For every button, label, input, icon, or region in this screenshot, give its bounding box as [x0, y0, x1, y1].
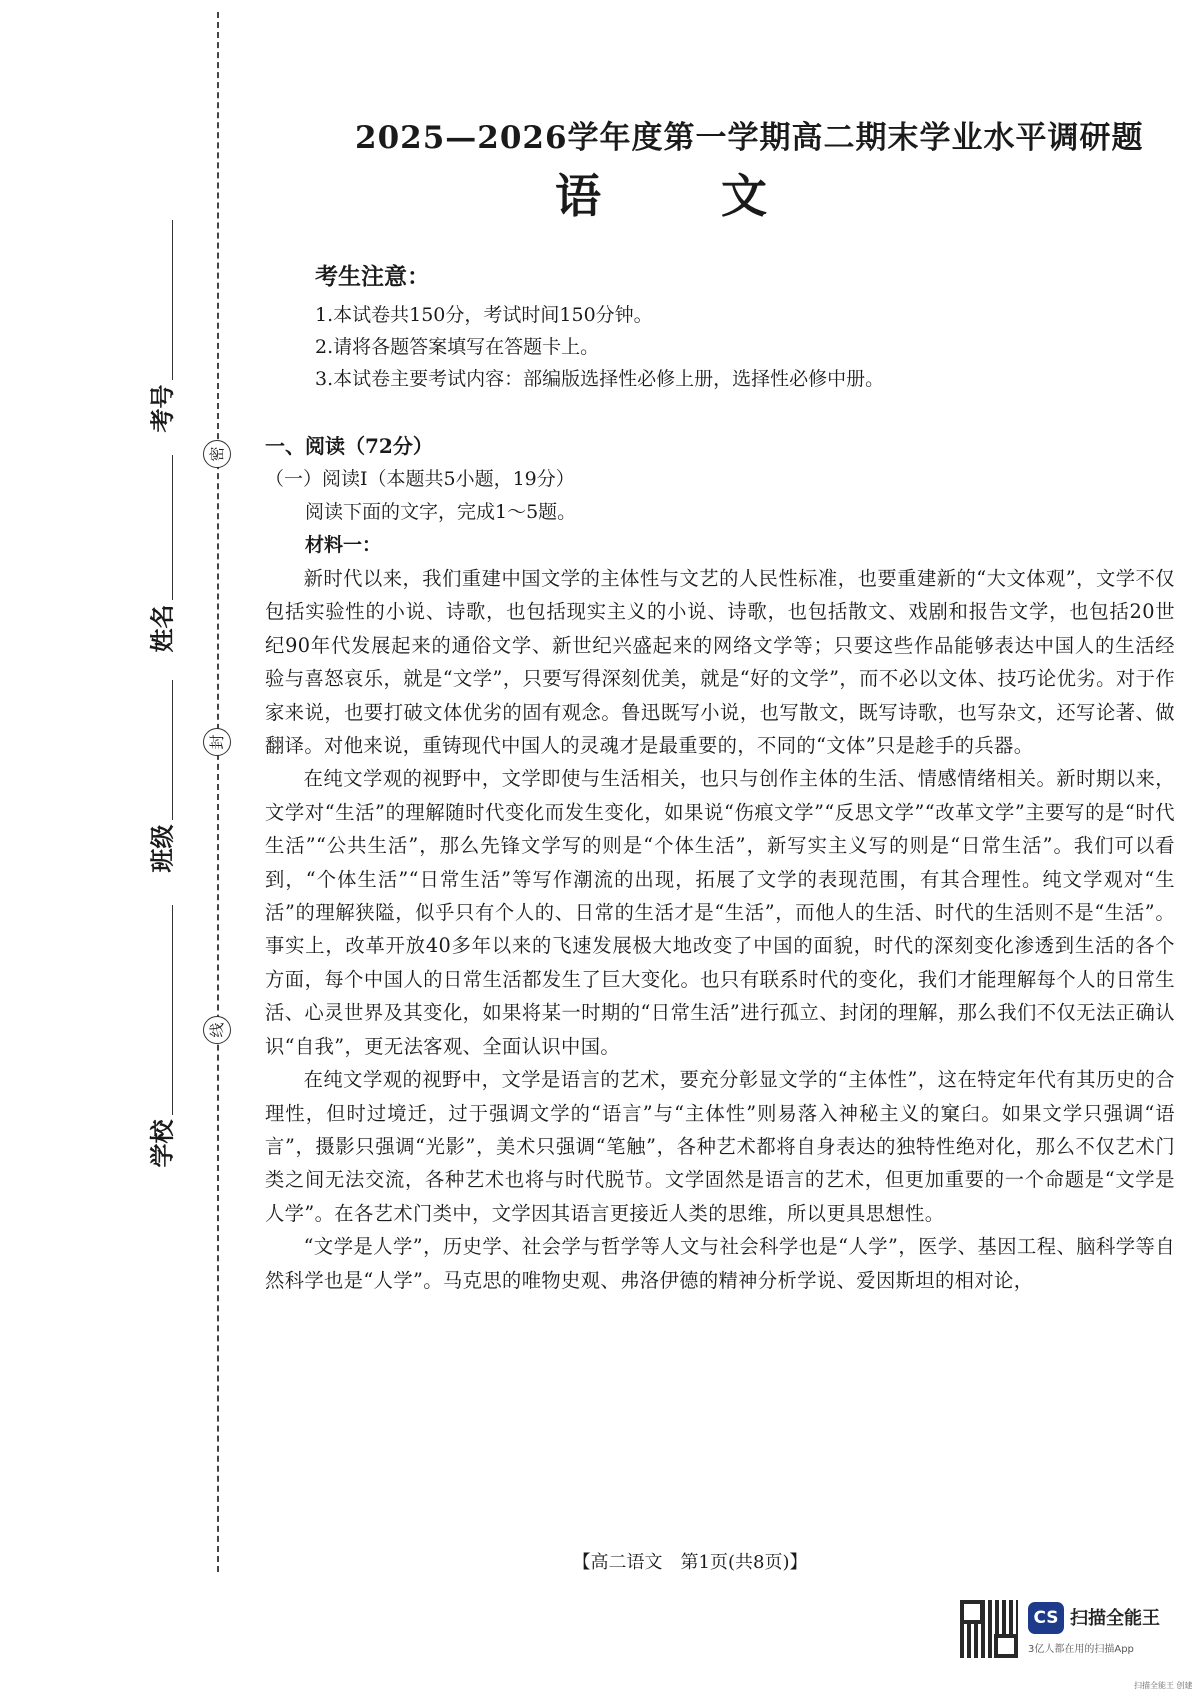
camscanner-logo-icon: CS — [1028, 1602, 1064, 1634]
page-number: 【高二语文 第1页(共8页)】 — [572, 1552, 808, 1573]
material-heading: 材料一： — [305, 534, 382, 556]
notice-item: 1.本试卷共150分，考试时间150分钟。 — [315, 304, 653, 326]
name-underline — [172, 455, 173, 600]
paragraph: 在纯文学观的视野中，文学即使与生活相关，也只与创作主体的生活、情感情绪相关。新时期以来，文学对“生活”的理解随时代变化而发生变化，如果说“伤痕文学”“反思文学”“改革文学”主要写的是“时代生活”“公共生活”，那么先锋文学写的则是“个体生活”，新写实主义写的则是“日常生活”。我们可以看到，“个体生活”“日常生活”等写作潮流的出现，拓展了文学的表现范围，有其合理性。纯文学观对“生活”的理解狭隘，似乎只有个人的、日常的生活才是“生活”，而他人的生活、时代的生活则不是“生活”。事实上，改革开放40多年以来的飞速发展极大地改变了中国的面貌，时代的深刻变化渗透到生活的各个方面，每个中国人的日常生活都发生了巨大变化。也只有联系时代的变化，我们才能理解每个人的日常生活、心灵世界及其变化，如果将某一时期的“日常生活”进行孤立、封闭的理解，那么我们不仅无法正确认识“自我”，更无法客观、全面认识中国。 — [265, 767, 1175, 1058]
school-underline — [172, 905, 173, 1115]
watermark-corner: 扫描全能王 创建 — [1134, 1681, 1193, 1690]
seal-mark-xian: 线 — [203, 1016, 231, 1044]
watermark-tagline: 3亿人都在用的扫描App — [1028, 1644, 1134, 1655]
school-label: 学校 — [147, 1119, 177, 1168]
exam-number-underline — [172, 220, 173, 380]
class-label: 班级 — [147, 824, 177, 873]
notice-item: 2.请将各题答案填写在答题卡上。 — [315, 336, 600, 358]
subject-title: 语文 — [555, 169, 887, 223]
reading-section — [265, 430, 1175, 1297]
paragraph: “文学是人学”，历史学、社会学与哲学等人文与社会科学也是“人学”，医学、基因工程、脑科学等自然科学也是“人学”。马克思的唯物史观、弗洛伊德的精神分析学说、爱因斯坦的相对论， — [265, 1235, 1175, 1292]
qr-code-icon[interactable] — [960, 1600, 1018, 1658]
page-footer — [0, 1548, 1200, 1574]
exam-title: 2025—2026学年度第一学期高二期末学业水平调研题 — [355, 120, 1144, 156]
candidate-notice — [315, 258, 1175, 395]
seal-dashed-line — [217, 12, 219, 1572]
seal-mark-feng: 封 — [203, 728, 231, 756]
subsection-title: （一）阅读Ⅰ（本题共5小题，19分） — [265, 468, 575, 490]
seal-mark-mi: 密 — [203, 440, 231, 468]
class-underline — [172, 680, 173, 820]
section-title: 一、阅读（72分） — [265, 434, 433, 458]
paragraph: 新时代以来，我们重建中国文学的主体性与文艺的人民性标准，也要重建新的“大文体观”，文学不仅包括实验性的小说、诗歌，也包括现实主义的小说、诗歌，也包括散文、戏剧和报告文学，也包括20世纪90年代发展起来的通俗文学、新世纪兴盛起来的网络文学等；只要这些作品能够表达中国人的生活经验与喜怒哀乐，就是“文学”，只要写得深刻优美，就是“好的文学”，而不必以文体、技巧论优劣。对于作家来说，也要打破文体优劣的固有观念。鲁迅既写小说，也写散文，既写诗歌，也写杂文，还写论著、做翻译。对他来说，重铸现代中国人的灵魂才是最重要的，不同的“文体”只是趁手的兵器。 — [265, 567, 1175, 758]
watermark-name: 扫描全能王 — [1070, 1608, 1160, 1629]
name-label: 姓名 — [147, 604, 177, 653]
paragraph: 在纯文学观的视野中，文学是语言的艺术，要充分彰显文学的“主体性”，这在特定年代有其历史的合理性，但时过境迁，过于强调文学的“语言”与“主体性”则易落入神秘主义的窠臼。如果文学只强调“语言”，摄影只强调“光影”，美术只强调“笔触”，各种艺术都将自身表达的独特性绝对化，那么不仅艺术门类之间无法交流，各种艺术也将与时代脱节。文学固然是语言的艺术，但更加重要的一个命题是“文学是人学”。在各艺术门类中，文学因其语言更接近人类的思维，所以更具思想性。 — [265, 1068, 1175, 1225]
notice-item: 3.本试卷主要考试内容：部编版选择性必修上册，选择性必修中册。 — [315, 368, 885, 390]
instruction: 阅读下面的文字，完成1～5题。 — [305, 501, 577, 523]
binding-margin — [0, 0, 226, 1698]
exam-number-label: 考号 — [147, 384, 177, 433]
notice-heading: 考生注意： — [315, 263, 430, 290]
